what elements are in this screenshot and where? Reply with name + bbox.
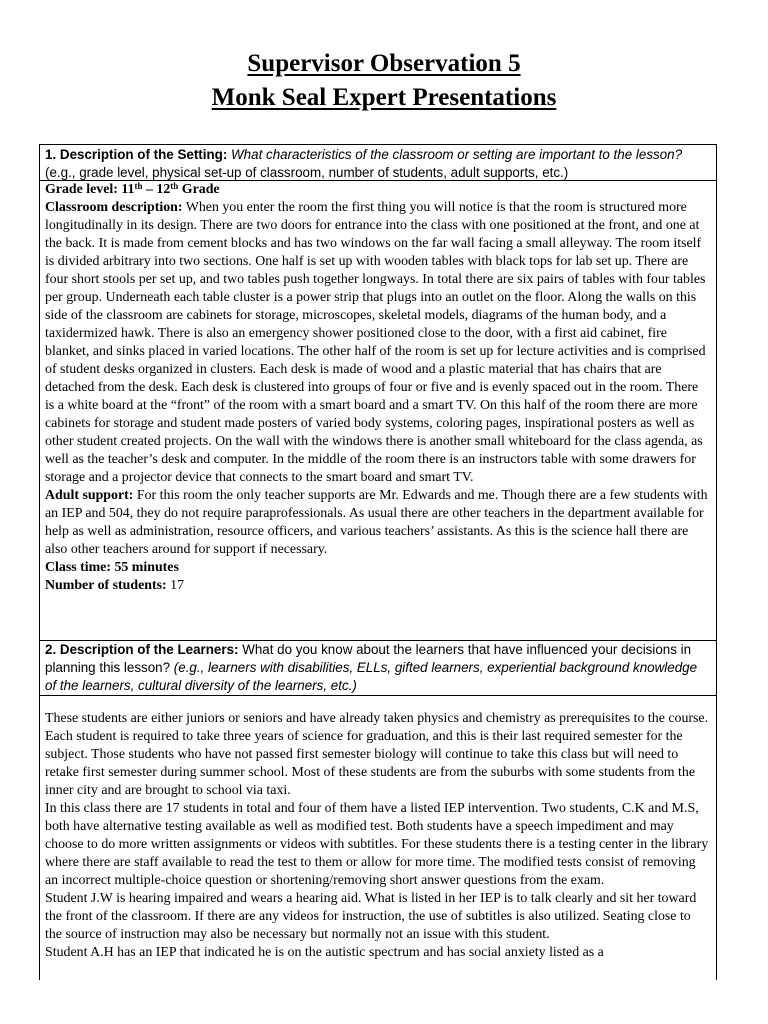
- classroom-label: Classroom description:: [45, 200, 183, 215]
- learners-paragraph-2: In this class there are 17 students in total and four of them have a listed IEP intervention. Two students, C.K and M.S, both have alternative testing available as well as modified test. Both students have a speech impediment and may choose to do more written assignments or videos with subtitles. For these students there is a testing center in the library where there are staff available to read the test to them or allow for more time. The modified tests consist of removing an incorrect multiple-choice question or shortening/removing short answer questions from the exam.: [45, 801, 709, 888]
- section2-number: 2.: [45, 642, 57, 657]
- section2-heading: Description of the Learners:: [59, 642, 239, 657]
- classroom-description: [45, 199, 710, 487]
- section1-heading: Description of the Setting:: [59, 147, 228, 162]
- classroom-text: When you enter the room the first thing you will notice is that the room is structured more longitudinally in its design. There are two doors for entrance into the class with one positioned at the front, and one at the back. It is made from cement blocks and has two windows on the far wall facing a small alleyway. The room itself is divided arbitrary into two sections. One half is set up with wooden tables with black tops for lab set up. There are four short stools per set up, and two tables push together longways. In total there are six pairs of tables with four tables per group. Underneath each table cluster is a power strip that plugs into an outlet on the floor. Along the walls on this side of the classroom are cabinets for storage, microscopes, skeletal models, diagrams of the human body, and a taxidermized hawk. There is also an emergency shower positioned close to the door, with a first aid cabinet, fire blanket, and sinks placed in varied locations. The other half of the room is set up for lecture activities and is comprised of student desks organized in clusters. Each desk is made of wood and a plastic material that has chairs that are detached from the desk. Each desk is clustered into groups of four or five and is evenly spaced out in the room. There is a white board at the “front” of the room with a smart board and a smart TV. On this half of the room there are more cabinets for storage and student made posters of varied body systems, coloring pages, inspirational posters as well as other student created projects. On the wall with the windows there is another small whiteboard for the class agenda, as well as the teacher’s desk and computer. In the middle of the room there is an instructors table with some drawers for storage and a projector device that connects to the smart board and smart TV.: [45, 200, 706, 485]
- adult-support-text: For this room the only teacher supports are Mr. Edwards and me. Though there are a few students with an IEP and 504, they do not require paraprofessionals. As usual there are other teachers in the department available for help as well as administration, resource officers, and various teachers’ assistants. As this is the science hall there are also other teachers around for support if necessary.: [45, 488, 708, 557]
- learners-paragraph-3: Student J.W is hearing impaired and wears a hearing aid. What is listed in her IEP is to talk clearly and sit her toward the front of the classroom. If there are any videos for instruction, the use of subtitles is also utilized. Seating close to the source of instruction may also be necessary but normally not an issue with this student.: [45, 891, 697, 942]
- section1-prompt: What characteristics of the classroom or setting are important to the lesson?: [231, 147, 683, 162]
- section1-number: 1.: [45, 147, 57, 162]
- section2-header: [40, 641, 716, 696]
- document-title: Supervisor Observation 5: [247, 50, 521, 77]
- section2-prompt: What do you know about the learners that have influenced your decisions in planning this lesson?: [45, 642, 692, 675]
- section1-header: [40, 145, 716, 181]
- section1-examples: (e.g., grade level, physical set-up of classroom, number of students, adult supports, etc.): [45, 165, 569, 180]
- students-value: 17: [166, 578, 185, 593]
- document-subtitle: Monk Seal Expert Presentations: [211, 84, 557, 111]
- adult-support-label: Adult support:: [45, 488, 134, 503]
- class-time: Class time: 55 minutes: [45, 560, 179, 575]
- adult-support: [45, 487, 710, 559]
- number-of-students: [45, 577, 710, 595]
- students-label: Number of students:: [45, 578, 167, 593]
- learners-paragraph-1: These students are either juniors or seniors and have already taken physics and chemistry as prerequisites to the course. Each student is required to take three years of science for graduation, and this is their last required semester for the subject. Those students who have not passed first semester biology will continue to take this class but will need to retake first semester during summer school. Most of these students are from the suburbs with some students from the inner city and are brought to school via taxi.: [45, 711, 709, 798]
- section1-body: [40, 181, 716, 641]
- grade-level: Grade level: 11th – 12th Grade: [45, 181, 220, 197]
- section2-body: [40, 696, 716, 962]
- learners-paragraph-4: Student A.H has an IEP that indicated he is on the autistic spectrum and has social anxiety listed as a: [45, 945, 604, 960]
- observation-table: [39, 144, 717, 980]
- section2-examples: (e.g., learners with disabilities, ELLs, gifted learners, experiential background knowledge of the learners, cultural diversity of the learners, etc.): [45, 660, 698, 693]
